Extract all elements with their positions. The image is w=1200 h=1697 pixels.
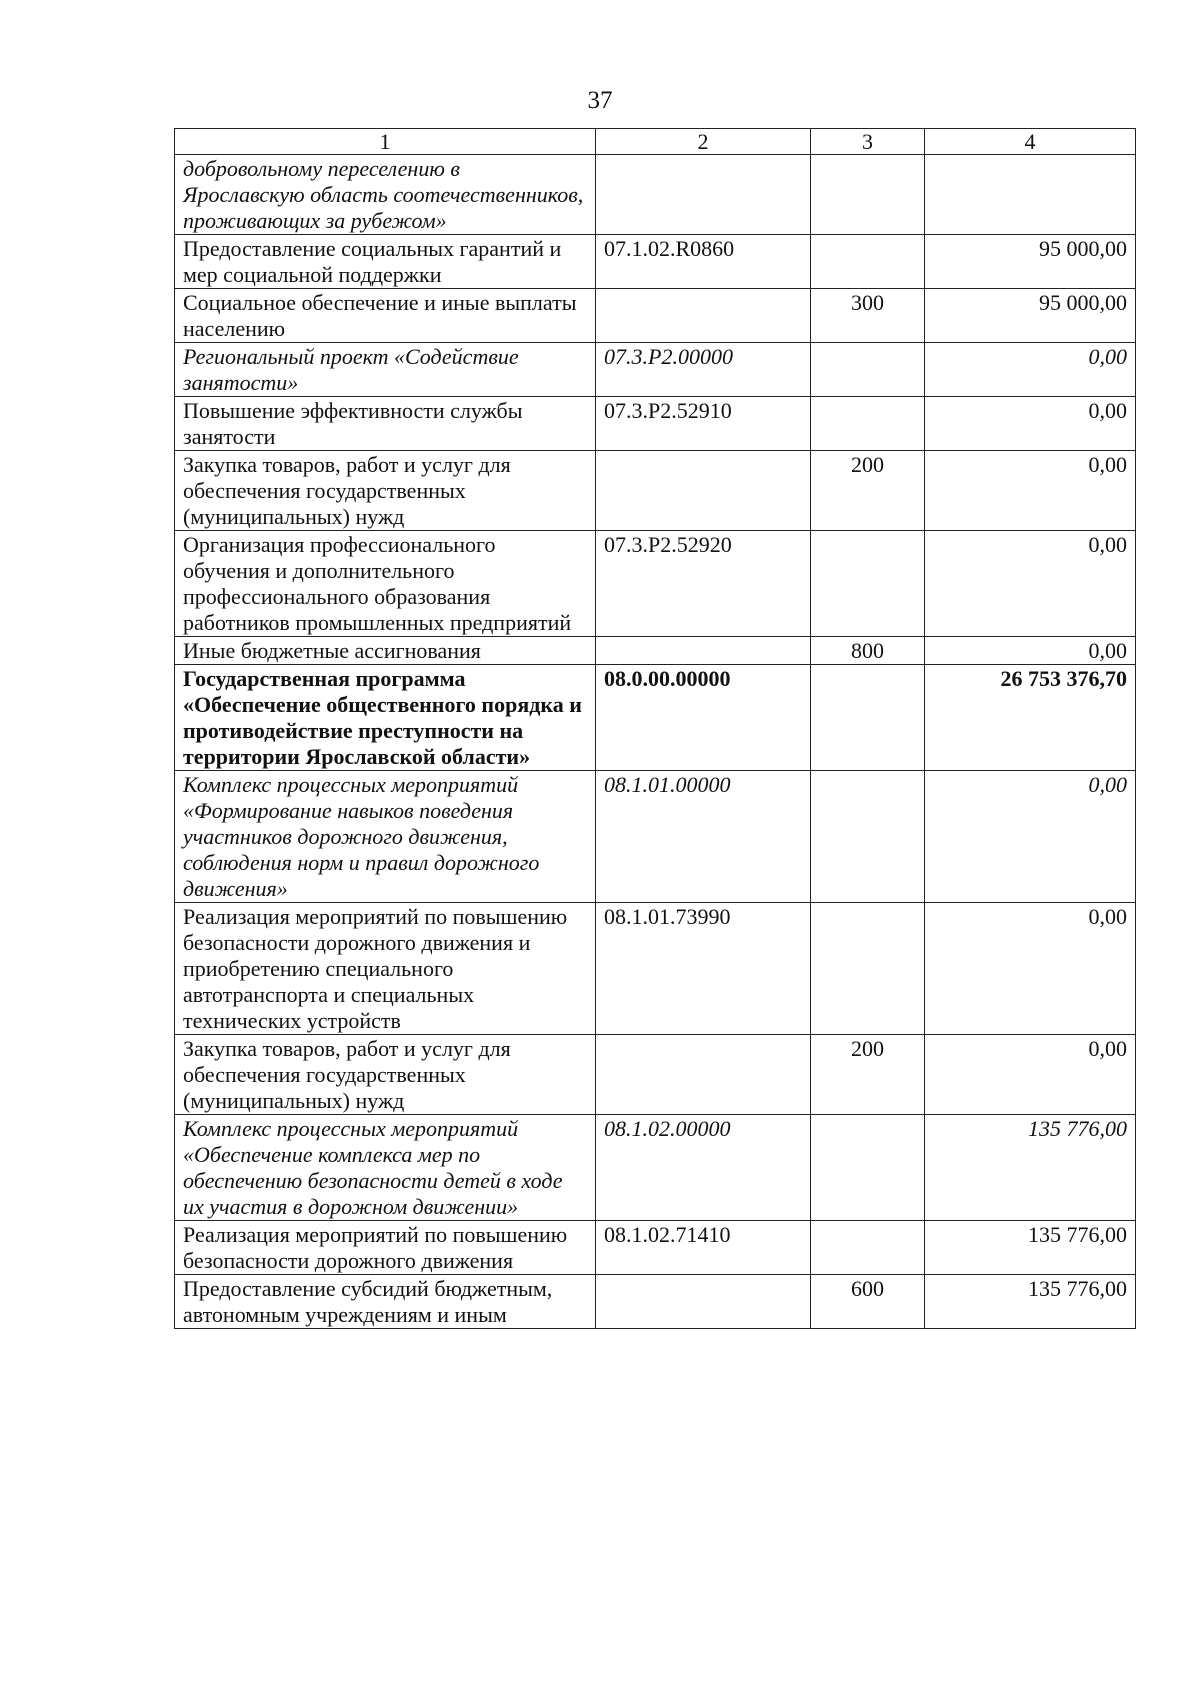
row-name-cell: Региональный проект «Содействие занятости»: [175, 343, 596, 397]
row-expense-type-cell: [811, 343, 925, 397]
row-name-cell: Государственная программа «Обеспечение общественного порядка и противодействие преступности на территории Ярославской области»: [175, 665, 596, 771]
row-amount-cell: 26 753 376,70: [925, 665, 1136, 771]
row-code-cell: 08.1.01.00000: [596, 771, 811, 903]
row-expense-type-cell: 600: [811, 1275, 925, 1329]
row-code-cell: [596, 1035, 811, 1115]
row-expense-type-cell: [811, 235, 925, 289]
table-row: [175, 343, 1136, 397]
table-row: [175, 1035, 1136, 1115]
row-expense-type-cell: [811, 531, 925, 637]
row-name-cell: Комплекс процессных мероприятий «Обеспечение комплекса мер по обеспечению безопасности детей в ходе их участия в дорожном движении»: [175, 1115, 596, 1221]
row-amount-cell: 95 000,00: [925, 235, 1136, 289]
table-row: [175, 771, 1136, 903]
row-expense-type-cell: [811, 1221, 925, 1275]
row-name-cell: Повышение эффективности службы занятости: [175, 397, 596, 451]
row-amount-cell: 135 776,00: [925, 1221, 1136, 1275]
row-name-cell: Реализация мероприятий по повышению безопасности дорожного движения и приобретению специального автотранспорта и специальных технических устройств: [175, 903, 596, 1035]
table-row: [175, 235, 1136, 289]
row-name-cell: Реализация мероприятий по повышению безопасности дорожного движения: [175, 1221, 596, 1275]
row-code-cell: [596, 451, 811, 531]
row-name-cell: Предоставление субсидий бюджетным, автономным учреждениям и иным: [175, 1275, 596, 1329]
row-expense-type-cell: [811, 397, 925, 451]
row-expense-type-cell: 200: [811, 451, 925, 531]
row-code-cell: [596, 637, 811, 665]
row-code-cell: 08.1.01.73990: [596, 903, 811, 1035]
table-row: [175, 1275, 1136, 1329]
row-name-cell: Организация профессионального обучения и дополнительного профессионального образования работников промышленных предприятий: [175, 531, 596, 637]
table-header-row: [175, 129, 1136, 155]
row-amount-cell: 95 000,00: [925, 289, 1136, 343]
table-row: [175, 531, 1136, 637]
row-expense-type-cell: [811, 771, 925, 903]
row-expense-type-cell: [811, 665, 925, 771]
row-code-cell: 07.3.P2.52920: [596, 531, 811, 637]
header-col-1: 1: [175, 129, 596, 155]
header-col-3: 3: [811, 129, 925, 155]
table-body: [175, 155, 1136, 1329]
row-name-cell: Социальное обеспечение и иные выплаты населению: [175, 289, 596, 343]
budget-table: [174, 128, 1136, 1329]
row-code-cell: 07.3.P2.52910: [596, 397, 811, 451]
row-amount-cell: 0,00: [925, 903, 1136, 1035]
table-row: [175, 903, 1136, 1035]
row-amount-cell: 0,00: [925, 771, 1136, 903]
table-row: [175, 1221, 1136, 1275]
row-amount-cell: 135 776,00: [925, 1115, 1136, 1221]
row-name-cell: Комплекс процессных мероприятий «Формирование навыков поведения участников дорожного движения, соблюдения норм и правил дорожного движения»: [175, 771, 596, 903]
row-amount-cell: 0,00: [925, 1035, 1136, 1115]
row-expense-type-cell: 300: [811, 289, 925, 343]
row-code-cell: [596, 289, 811, 343]
table-row: [175, 397, 1136, 451]
row-expense-type-cell: [811, 1115, 925, 1221]
table-row: [175, 451, 1136, 531]
row-amount-cell: 0,00: [925, 397, 1136, 451]
row-amount-cell: 135 776,00: [925, 1275, 1136, 1329]
row-name-cell: Иные бюджетные ассигнования: [175, 637, 596, 665]
row-name-cell: Предоставление социальных гарантий и мер социальной поддержки: [175, 235, 596, 289]
row-code-cell: [596, 155, 811, 235]
header-col-2: 2: [596, 129, 811, 155]
row-code-cell: 08.1.02.71410: [596, 1221, 811, 1275]
row-expense-type-cell: [811, 903, 925, 1035]
row-amount-cell: 0,00: [925, 637, 1136, 665]
row-amount-cell: 0,00: [925, 451, 1136, 531]
table-row: [175, 289, 1136, 343]
table-row: [175, 1115, 1136, 1221]
row-name-cell: добровольному переселению в Ярославскую область соотечественников, проживающих за рубежом»: [175, 155, 596, 235]
row-code-cell: 07.3.P2.00000: [596, 343, 811, 397]
row-amount-cell: [925, 155, 1136, 235]
row-expense-type-cell: 200: [811, 1035, 925, 1115]
page-number: 37: [587, 87, 613, 114]
row-expense-type-cell: 800: [811, 637, 925, 665]
row-name-cell: Закупка товаров, работ и услуг для обеспечения государственных (муниципальных) нужд: [175, 451, 596, 531]
row-code-cell: 07.1.02.R0860: [596, 235, 811, 289]
table-row: [175, 155, 1136, 235]
row-amount-cell: 0,00: [925, 531, 1136, 637]
row-expense-type-cell: [811, 155, 925, 235]
row-name-cell: Закупка товаров, работ и услуг для обеспечения государственных (муниципальных) нужд: [175, 1035, 596, 1115]
header-col-4: 4: [925, 129, 1136, 155]
row-amount-cell: 0,00: [925, 343, 1136, 397]
table-row: [175, 637, 1136, 665]
table-row: [175, 665, 1136, 771]
row-code-cell: 08.1.02.00000: [596, 1115, 811, 1221]
row-code-cell: [596, 1275, 811, 1329]
row-code-cell: 08.0.00.00000: [596, 665, 811, 771]
